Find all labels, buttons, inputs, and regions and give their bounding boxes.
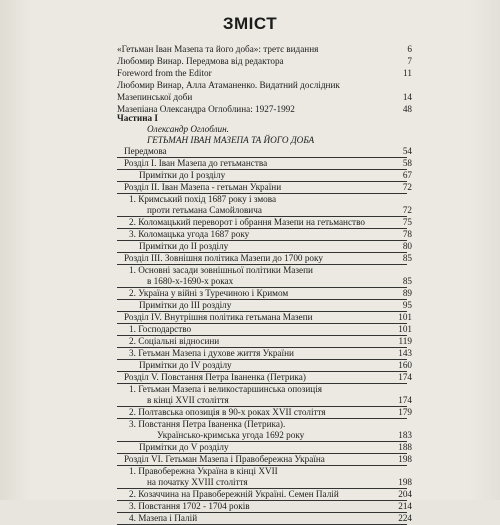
toc-entry-title: Розділ IV. Внутрішня політика гетьмана Мазепи xyxy=(124,312,313,322)
toc-entry-page: 224 xyxy=(398,513,412,523)
toc-entry xyxy=(117,68,412,79)
toc-entry-page: 188 xyxy=(398,442,412,452)
toc-entry-title: Розділ V. Повстання Петра Іваненка (Петрика) xyxy=(124,372,306,382)
toc-entry xyxy=(117,288,412,300)
toc-entry-title: 3. Коломацька угода 1687 року xyxy=(129,229,250,239)
toc-entry-title: Foreword from the Editor xyxy=(117,68,212,78)
toc-entry-page: 48 xyxy=(402,104,412,114)
toc-entry xyxy=(117,336,412,348)
toc-entry-page: 67 xyxy=(402,170,412,180)
part-label: Частина І xyxy=(117,113,158,123)
toc-entry xyxy=(117,348,412,360)
toc-entry-page: 54 xyxy=(402,146,412,156)
toc-entry xyxy=(117,454,412,466)
toc-entry-title: Примітки до II розділу xyxy=(139,241,229,251)
toc-entry xyxy=(117,56,412,67)
toc-entry-page: 183 xyxy=(398,430,412,440)
toc-entry-page: 198 xyxy=(398,454,412,464)
toc-entry xyxy=(117,501,412,513)
toc-entry-title: 1. Правобережна Україна в кінці XVII xyxy=(129,466,278,476)
toc-entry xyxy=(117,419,407,430)
toc-entry xyxy=(117,182,412,194)
toc-entry xyxy=(117,217,412,229)
toc-entry-title: 1. Господарство xyxy=(129,324,192,334)
toc-entry xyxy=(117,407,412,419)
toc-entry-page: 174 xyxy=(398,395,412,405)
toc-entry-page: 204 xyxy=(398,489,412,499)
toc-entry xyxy=(117,276,412,288)
toc-entry xyxy=(117,430,412,442)
page-title: ЗМІСТ xyxy=(222,14,278,33)
toc-entry-title: 1. Гетьман Мазепа і великостаршинська опозиція xyxy=(129,384,322,394)
author-name: Олександр Оглоблин. xyxy=(147,124,229,134)
toc-entry xyxy=(117,300,412,312)
toc-entry-title: Українсько-кримська угода 1692 року xyxy=(157,430,305,440)
toc-list xyxy=(117,146,412,525)
toc-entry xyxy=(117,477,412,489)
toc-entry xyxy=(117,395,412,407)
toc-entry-page: 7 xyxy=(407,56,412,66)
toc-entry-title: Примітки до І розділу xyxy=(139,170,226,180)
toc-entry-page: 58 xyxy=(402,158,412,168)
toc-entry-title: Розділ II. Іван Мазепа - гетьман України xyxy=(124,182,282,192)
toc-entry xyxy=(117,92,412,103)
toc-entry-title: в кінці XVII століття xyxy=(147,395,229,405)
toc-entry-title: Мазепинської доби xyxy=(117,92,193,102)
toc-entry-title: Передмова xyxy=(124,146,167,156)
toc-entry-page: 80 xyxy=(402,241,412,251)
toc-entry-page: 214 xyxy=(398,501,412,511)
toc-entry-page: 119 xyxy=(398,336,412,346)
toc-entry-title: Примітки до V розділу xyxy=(139,442,229,452)
toc-entry xyxy=(117,372,412,384)
toc-entry xyxy=(117,312,412,324)
toc-entry-page: 72 xyxy=(402,205,412,215)
toc-entry-title: Розділ III. Зовнішня політика Мазепи до 1700 року xyxy=(124,253,323,263)
toc-entry-title: Любомир Винар, Алла Атаманенко. Видатний дослідник xyxy=(117,80,340,90)
toc-entry-page: 6 xyxy=(407,44,412,54)
toc-entry xyxy=(117,229,412,241)
toc-entry-page: 85 xyxy=(402,253,412,263)
toc-entry-title: 3. Гетьман Мазепа і духове життя України xyxy=(129,348,294,358)
toc-entry xyxy=(117,384,407,395)
toc-entry-title: в 1680-х-1690-х роках xyxy=(147,276,234,286)
toc-entry-title: 2. Козаччина на Правобережній Україні. Семен Палій xyxy=(129,489,339,499)
toc-entry-title: 4. Мазепа і Палій xyxy=(129,513,198,523)
toc-entry-title: Розділ VI. Гетьман Мазепа і Правобережна Україна xyxy=(124,454,325,464)
toc-entry xyxy=(117,146,412,158)
toc-entry xyxy=(117,442,412,454)
toc-entry xyxy=(117,194,407,205)
toc-entry-title: проти гетьмана Самойловича xyxy=(147,205,262,215)
toc-entry-page: 78 xyxy=(402,229,412,239)
toc-entry-title: 3. Повстання 1702 - 1704 років xyxy=(129,501,250,511)
toc-entry-title: 2. Україна у війні з Туречиною і Кримом xyxy=(129,288,289,298)
toc-entry-title: 1. Кримський похід 1687 року і змова xyxy=(129,194,277,204)
toc-entry xyxy=(117,44,412,55)
toc-entry-page: 85 xyxy=(402,276,412,286)
toc-entry xyxy=(117,513,412,525)
toc-entry xyxy=(117,489,412,501)
toc-entry-title: Мазепіана Олександра Оглоблина: 1927-1992 xyxy=(117,104,295,114)
toc-entry xyxy=(117,205,412,217)
toc-entry-page: 143 xyxy=(398,348,412,358)
toc-entry-title: 3. Повстання Петра Іваненка (Петрика). xyxy=(129,419,286,429)
toc-entry xyxy=(117,80,407,91)
toc-entry-title: на початку XVIII століття xyxy=(147,477,248,487)
toc-entry-page: 198 xyxy=(398,477,412,487)
toc-entry-page: 174 xyxy=(398,372,412,382)
toc-entry-page: 14 xyxy=(402,92,412,102)
toc-entry-title: Примітки до III розділу xyxy=(139,300,232,310)
toc-entry-title: 2. Полтавська опозиція в 90-х роках XVII століття xyxy=(129,407,326,417)
toc-entry xyxy=(117,241,412,253)
toc-entry xyxy=(117,466,407,477)
part-heading xyxy=(117,113,407,146)
toc-entry xyxy=(117,158,412,170)
toc-entry xyxy=(117,360,412,372)
book-title: ГЕТЬМАН ІВАН МАЗЕПА ТА ЙОГО ДОБА xyxy=(147,135,315,145)
toc-entry-page: 72 xyxy=(402,182,412,192)
toc-entry xyxy=(117,170,412,182)
toc-entry-page: 101 xyxy=(398,324,412,334)
toc-entry-title: Любомир Винар. Передмова від редактора xyxy=(117,56,284,66)
toc-entry-page: 75 xyxy=(402,217,412,227)
toc-entry-title: 2. Соціальні відносини xyxy=(129,336,220,346)
toc-entry-title: «Гетьман Іван Мазепа та його доба»: третє видання xyxy=(117,44,319,54)
toc-entry xyxy=(117,324,412,336)
toc-entry xyxy=(117,253,412,265)
toc-entry-page: 95 xyxy=(402,300,412,310)
toc-entry xyxy=(117,265,407,276)
toc-entry-title: Розділ І. Іван Мазепа до гетьманства xyxy=(124,158,268,168)
toc-entry-title: Примітки до IV розділу xyxy=(139,360,232,370)
toc-entry-page: 101 xyxy=(398,312,412,322)
toc-entry-page: 11 xyxy=(403,68,412,78)
toc-entry-title: 1. Основні засади зовнішньої політики Мазепи xyxy=(129,265,313,275)
toc-entry-page: 89 xyxy=(402,288,412,298)
toc-entry-page: 160 xyxy=(398,360,412,370)
toc-entry-title: 2. Коломацький переворот і обрання Мазепи на гетьманство xyxy=(129,217,365,227)
toc-entry-page: 179 xyxy=(398,407,412,417)
front-matter-list xyxy=(117,44,412,115)
